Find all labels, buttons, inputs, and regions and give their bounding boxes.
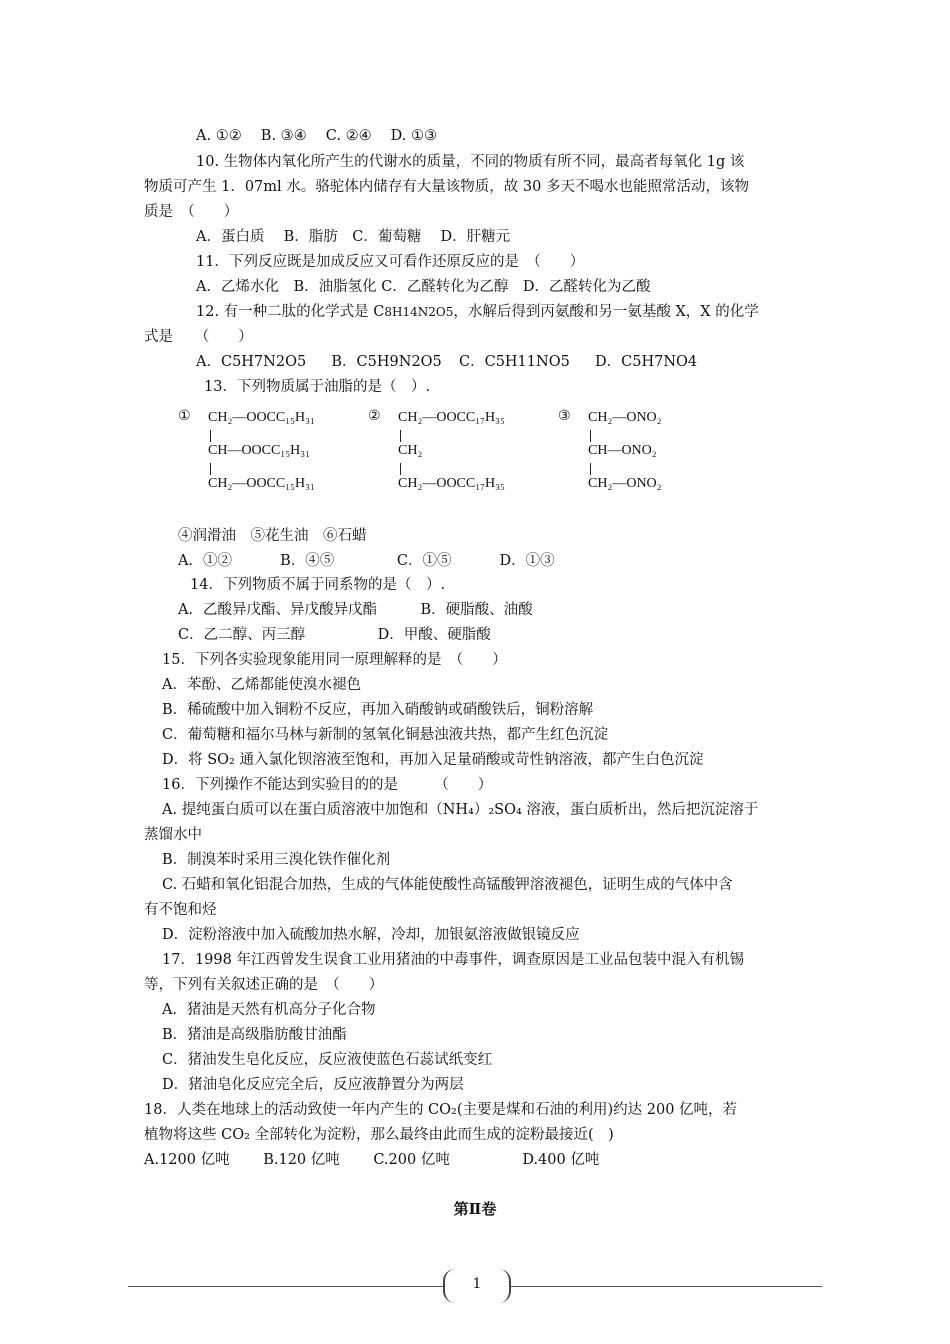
q11-options: A．乙烯水化 B．油脂氢化 C．乙醛转化为乙醇 D．乙醛转化为乙酸: [196, 279, 651, 295]
q12-option-c: C．C5H11NO5: [459, 354, 570, 370]
q16-option-c-2: 有不饱和烃: [144, 902, 217, 918]
q15-option-b: B．稀硫酸中加入铜粉不反应，再加入硝酸钠或硝酸铁后，铜粉溶解: [162, 702, 594, 718]
structure-1-row-1: CH₂—OOCC₁₅H₃₁: [208, 410, 315, 425]
q16-option-a-2: 蒸馏水中: [144, 827, 202, 843]
q14-options-ab: A．乙酸异戊酯、异戊酸异戊酯 B．硬脂酸、油酸: [178, 602, 533, 618]
q16-option-d: D．淀粉溶液中加入硫酸加热水解，冷却，加银氨溶液做银镜反应: [162, 927, 580, 943]
q12-option-a: A．C5H7N2O5: [196, 354, 307, 370]
q12-option-b: B．C5H9N2O5: [331, 354, 442, 370]
structure-3: [558, 408, 698, 498]
q13-text: 13．下列物质属于油脂的是（ ）.: [204, 379, 431, 395]
q16-option-c-1: C. 石蜡和氧化铝混合加热，生成的气体能使酸性高锰酸钾溶液褪色，证明生成的气体中含: [162, 877, 733, 893]
structure-2-row-3: CH₂—OOCC₁₇H₃₅: [398, 476, 505, 491]
q16-option-b: B．制溴苯时采用三溴化铁作催化剂: [162, 852, 391, 868]
q11-text: 11．下列反应既是加成反应又可看作还原反应的是 （ ）: [196, 254, 585, 270]
structure-3-row-2: CH—ONO₂: [588, 443, 657, 458]
q17-option-c: C．猪油发生皂化反应，反应液使蓝色石蕊试纸变红: [162, 1052, 493, 1068]
page-number: 1: [472, 1276, 482, 1292]
q13-options: A．①② B．④⑤ C．①⑤ D．①③: [178, 553, 555, 569]
q16-option-a-1: A. 提纯蛋白质可以在蛋白质溶液中加饱和（NH₄）₂SO₄ 溶液，蛋白质析出，然后把沉淀溶于: [162, 802, 759, 818]
q14-text: 14．下列物质不属于同系物的是（ ）.: [190, 577, 446, 593]
q17-option-d: D．猪油皂化反应完全后，反应液静置分为两层: [162, 1077, 464, 1093]
q15-text: 15．下列各实验现象能用同一原理解释的是 （ ）: [162, 652, 507, 668]
q18-text-1: 18．人类在地球上的活动致使一年内产生的 CO₂(主要是煤和石油的利用)约达 200 亿吨，若: [144, 1102, 738, 1118]
section-title: 第Ⅱ卷: [453, 1200, 497, 1218]
q12-option-d: D．C5H7NO4: [595, 354, 698, 370]
q18-text-2: 植物将这些 CO₂ 全部转化为淀粉，那么最终由此而生成的淀粉最接近( ): [144, 1127, 614, 1143]
q12-text-pre: 12. 有一种二肽的化学式是 C: [196, 304, 385, 320]
q12-options: [196, 352, 697, 372]
q15-option-d: D．将 SO₂ 通入氯化钡溶液至饱和，再加入足量硝酸或苛性钠溶液，都产生白色沉淀: [162, 752, 704, 768]
q18-options: A.1200 亿吨 B.120 亿吨 C.200 亿吨 D.400 亿吨: [144, 1152, 600, 1168]
q13-items: ④润滑油 ⑤花生油 ⑥石蜡: [178, 528, 367, 544]
structure-3-number: ③: [558, 409, 571, 424]
q15-option-c: C．葡萄糖和福尔马林与新制的氢氧化铜悬浊液共热，都产生红色沉淀: [162, 727, 609, 743]
structure-1-row-3: CH₂—OOCC₁₅H₃₁: [208, 476, 315, 491]
structure-1-row-2: CH—OOCC₁₅H₃₁: [208, 443, 310, 458]
structure-3-row-3: CH₂—ONO₂: [588, 476, 662, 491]
q12-formula: 8H14N2O5: [384, 305, 454, 319]
q12-text-1: [196, 302, 759, 322]
structure-2-row-2: CH₂: [398, 443, 423, 458]
q9-options: A. ①② B. ③④ C. ②④ D. ①③: [196, 128, 438, 144]
structure-1: [178, 408, 348, 498]
q17-option-b: B．猪油是高级脂肪酸甘油酯: [162, 1027, 347, 1043]
q10-text-3: 质是 （ ）: [144, 204, 239, 220]
structure-2: [368, 408, 538, 498]
structure-2-row-1: CH₂—OOCC₁₇H₃₅: [398, 410, 505, 425]
q15-option-a: A．苯酚、乙烯都能使溴水褪色: [162, 677, 361, 693]
q10-text-1: 10. 生物体内氧化所产生的代谢水的质量，不同的物质有所不同，最高者每氧化 1g 该: [196, 154, 745, 170]
q12-text-2: 式是 （ ）: [144, 329, 253, 345]
q10-text-2: 物质可产生 1．07ml 水。骆驼体内储存有大量该物质，故 30 多天不喝水也能照常活动，该物: [144, 179, 749, 195]
q17-option-a: A．猪油是天然有机高分子化合物: [162, 1002, 376, 1018]
q14-options-cd: C．乙二醇、丙三醇 D．甲酸、硬脂酸: [178, 627, 491, 643]
q17-text-1: 17．1998 年江西曾发生误食工业用猪油的中毒事件，调查原因是工业品包装中混入有机锡: [162, 952, 744, 968]
q12-text-post: ，水解后得到丙氨酸和另一氨基酸 X，X 的化学: [453, 304, 759, 320]
q16-text: 16．下列操作不能达到实验目的的是 （ ）: [162, 777, 493, 793]
structure-2-number: ②: [368, 409, 381, 424]
q10-options: A．蛋白质 B．脂肪 C．葡萄糖 D．肝糖元: [196, 229, 511, 245]
q17-text-2: 等，下列有关叙述正确的是 （ ）: [144, 977, 384, 993]
footer-rule-left: [128, 1286, 443, 1287]
structure-1-number: ①: [178, 409, 191, 424]
structure-3-row-1: CH₂—ONO₂: [588, 410, 662, 425]
footer-rule-right: [511, 1286, 822, 1287]
